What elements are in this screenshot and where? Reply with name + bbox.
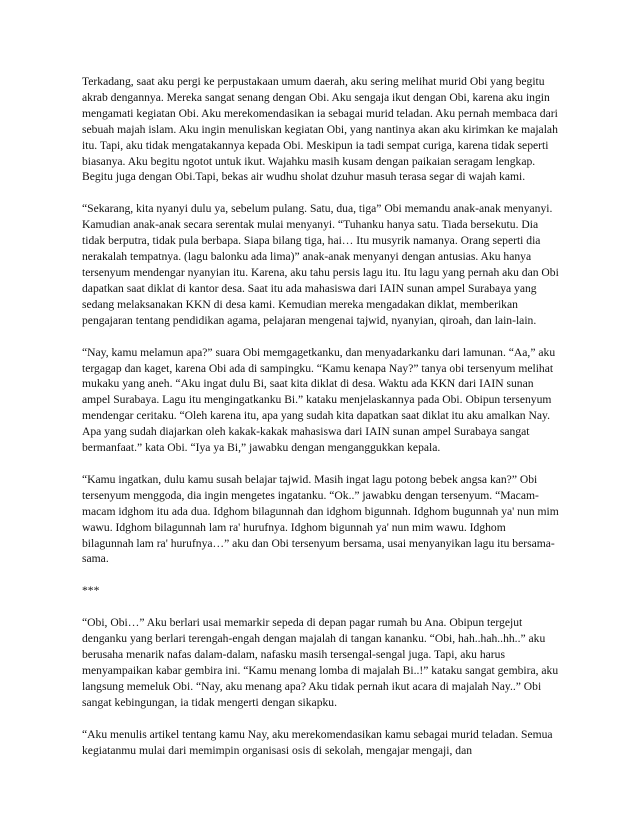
paragraph-6: “Aku menulis artikel tentang kamu Nay, aku merekomendasikan kamu sebagai murid teladan. Semua kegiatanmu mulai dari memimpin organisasi osis di sekolah, mengajar mengaji, dan: [82, 727, 553, 757]
paragraph-4: “Kamu ingatkan, dulu kamu susah belajar tajwid. Masih ingat lagu potong bebek angsa kan?” Obi tersenyum menggoda, dia ingin mengetes ingatanku. “Ok..” jawabku dengan tersenyum. “Macam-macam idghom itu ada dua. Idghom bilagunnah dan idghom bigunnah. Idghom bugunnah ya' nun mim wawu. Idghom bilagunnah lam ra' hurufnya. Idghom bigunnah ya' nun mim wawu. Idghom bilagunnah lam ra' hurufnya…” aku dan Obi tersenyum bersama, usai menyanyikan lagu itu bersama-sama.: [82, 472, 559, 566]
paragraph-5: “Obi, Obi…” Aku berlari usai memarkir sepeda di depan pagar rumah bu Ana. Obipun tergejut denganku yang berlari terengah-engah dengan majalah di tangan kananku. “Obi, hah..hah..hh..” aku berusaha menarik nafas dalam-dalam, nafasku masih tersengal-sengal juga. Tapi, aku harus menyampaikan kabar gembira ini. “Kamu menang lomba di majalah Bi..!” kataku sangat gembira, aku langsung memeluk Obi. “Nay, aku menang apa? Aku tidak pernah ikut acara di majalah Nay..” Obi sangat kebingungan, ia tidak mengerti dengan sikapku.: [82, 616, 559, 709]
document-page: [82, 74, 560, 759]
paragraph-1: Terkadang, saat aku pergi ke perpustakaan umum daerah, aku sering melihat murid Obi yang begitu akrab dengannya. Mereka sangat senang dengan Obi. Aku sengaja ikut dengan Obi, karena aku ingin mengamati kegiatan Obi. Aku merekomendasikan ia sebagai murid teladan. Aku pernah membaca dari sebuah majah islam. Aku ingin menuliskan kegiatan Obi, yang nantinya akan aku kirimkan ke majalah itu. Tapi, aku tidak mengatakannya kepada Obi. Meskipun ia tadi sempat curiga, karena tidak seperti biasanya. Aku begitu ngotot untuk ikut. Wajahku masih kusam dengan paikaian seragam lengkap. Begitu juga dengan Obi.Tapi, bekas air wudhu sholat dzuhur masuh terasa segar di wajah kami.: [82, 75, 558, 184]
paragraph-3: “Nay, kamu melamun apa?” suara Obi memgagetkanku, dan menyadarkanku dari lamunan. “Aa,” aku tergagap dan kaget, karena Obi ada di sampingku. “Kamu kenapa Nay?” tanya obi tersenyum melihat mukaku yang aneh. “Aku ingat dulu Bi, saat kita diklat di desa. Waktu ada KKN dari IAIN sunan ampel Surabaya. Lagu itu mengingatkanku Bi.” kataku menjelaskannya pada Obi. Obipun tersenyum mendengar ceritaku. “Oleh karena itu, apa yang sudah kita dapatkan saat diklat itu aku amalkan Nay. Apa yang sudah diajarkan oleh kakak-kakak mahasiswa dari IAIN sunan ampel Surabaya sangat bermanfaat.” kata Obi. “Iya ya Bi,” jawabku dengan menganggukkan kepala.: [82, 345, 556, 455]
section-break: ***: [82, 584, 100, 598]
paragraph-2: “Sekarang, kita nyanyi dulu ya, sebelum pulang. Satu, dua, tiga” Obi memandu anak-anak menyanyi. Kamudian anak-anak secara serentak mulai menyanyi. “Tuhanku hanya satu. Tiada bersekutu. Dia tidak berputra, tidak pula berbapa. Siapa bilang tiga, hai… Itu musyrik namanya. Orang seperti dia nerakalah tempatnya. (lagu balonku ada lima)” anak-anak menyanyi dengan antusias. Aku hanya tersenyum mendengar nyanyian itu. Karena, aku tahu persis lagu itu. Itu lagu yang pernah aku dan Obi dapatkan saat diklat di kantor desa. Saat itu ada mahasiswa dari IAIN sunan ampel Surabaya yang sedang melaksanakan KKN di desa kami. Kemudian mereka mengadakan diklat, memberikan pengajaran tentang pendidikan agama, pelajaran mengenai tajwid, nyanyian, qiroah, dan lain-lain.: [82, 202, 559, 327]
